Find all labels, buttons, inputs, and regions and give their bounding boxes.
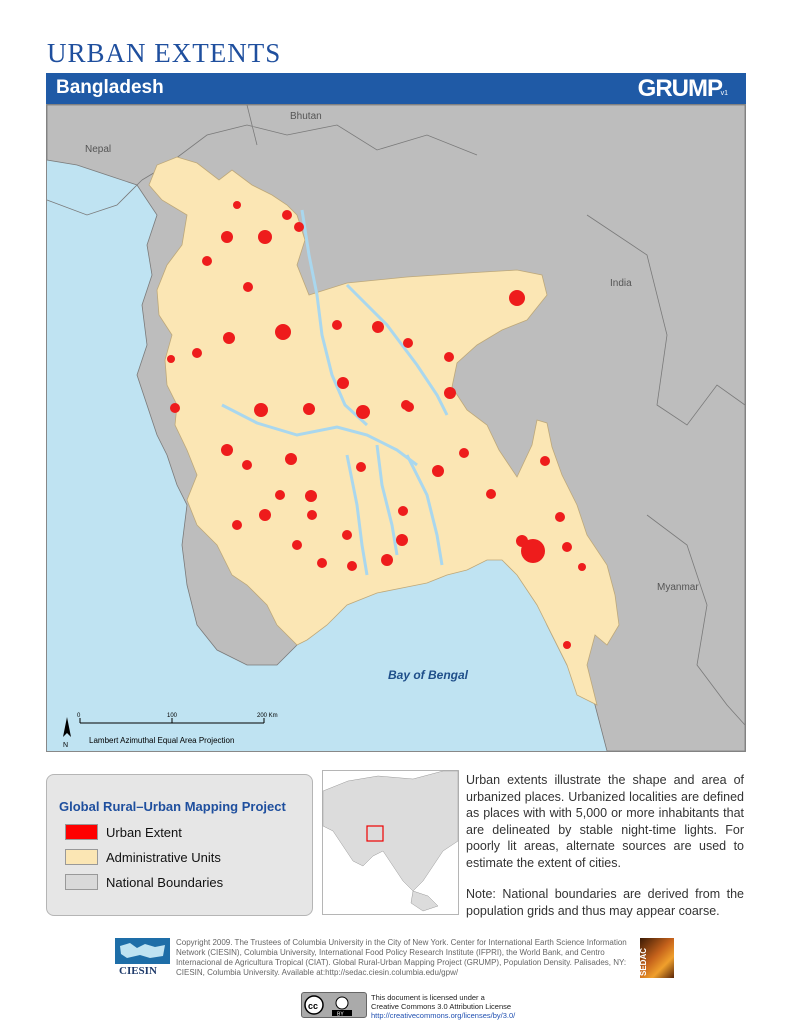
legend-label-urban: Urban Extent xyxy=(106,824,182,840)
license-line-1: This document is licensed under a xyxy=(371,993,485,1002)
legend-label-national: National Boundaries xyxy=(106,874,224,890)
legend-title: Global Rural–Urban Mapping Project xyxy=(59,799,286,814)
legend-item-urban xyxy=(65,823,182,841)
country-banner xyxy=(46,73,746,104)
creative-commons-badge-icon[interactable] xyxy=(301,992,367,1018)
locator-inset-map xyxy=(322,770,459,915)
license-text xyxy=(371,993,515,1020)
sedac-logo xyxy=(640,938,674,978)
legend xyxy=(46,774,313,916)
note-text: Note: National boundaries are derived from the population grids and thus may appear coarse. xyxy=(466,887,744,918)
page-title: URBAN EXTENTS xyxy=(47,38,282,68)
svg-text:cc: cc xyxy=(308,1001,319,1011)
bangladesh-map[interactable] xyxy=(46,104,746,752)
svg-text:SEDAC: SEDAC xyxy=(639,947,648,976)
scale-tick-100: 100 xyxy=(167,713,178,719)
legend-swatch-admin xyxy=(65,849,98,865)
projection-label: Lambert Azimuthal Equal Area Projection xyxy=(89,736,235,745)
legend-swatch-national xyxy=(65,874,98,890)
label-bay-of-bengal: Bay of Bengal xyxy=(388,668,469,682)
label-nepal: Nepal xyxy=(85,144,112,155)
license-line-2: Creative Commons 3.0 Attribution License xyxy=(371,1002,512,1011)
license-link[interactable]: http://creativecommons.org/licenses/by/3.0/ xyxy=(371,1011,516,1020)
ciesin-logo xyxy=(115,938,170,976)
label-india: India xyxy=(610,278,632,289)
legend-swatch-urban xyxy=(65,824,98,840)
label-bhutan: Bhutan xyxy=(290,111,322,122)
svg-text:BY: BY xyxy=(337,1011,344,1018)
copyright-text: Copyright 2009. The Trustees of Columbia University in the City of New York. Center for International Earth Science Information Network (CIESIN), Columbia University, International Food Policy Research Institute (IFPRI), the World Bank, and Centro Internacional de Agricultura Tropical (CIAT). Global Rural-Urban Mapping Project (GRUMP), Population Density. Palisades, NY: CIESIN, Columbia University. Available at:http://sedac.ciesin.columbia.edu/gpw/ xyxy=(176,938,627,977)
grump-logo: GRUMP xyxy=(637,75,722,102)
scale-tick-0: 0 xyxy=(77,713,81,719)
country-name: Bangladesh xyxy=(56,77,164,98)
svg-text:CIESIN: CIESIN xyxy=(119,965,157,977)
legend-item-national xyxy=(65,873,223,891)
label-myanmar: Myanmar xyxy=(657,582,699,593)
legend-label-admin: Administrative Units xyxy=(106,849,221,865)
grump-logo-version: v1 xyxy=(720,90,728,97)
description-text: Urban extents illustrate the shape and area of urbanized places. Urbanized localities are defined as places with with 5,000 or more inhabitants that are delineated by stable night-time lights. For poorly lit areas, alternate sources are used to estimate the extent of cities. xyxy=(466,773,744,870)
scale-tick-200: 200 Km xyxy=(257,713,278,719)
svg-text:N: N xyxy=(63,742,69,749)
legend-item-admin xyxy=(65,848,221,866)
